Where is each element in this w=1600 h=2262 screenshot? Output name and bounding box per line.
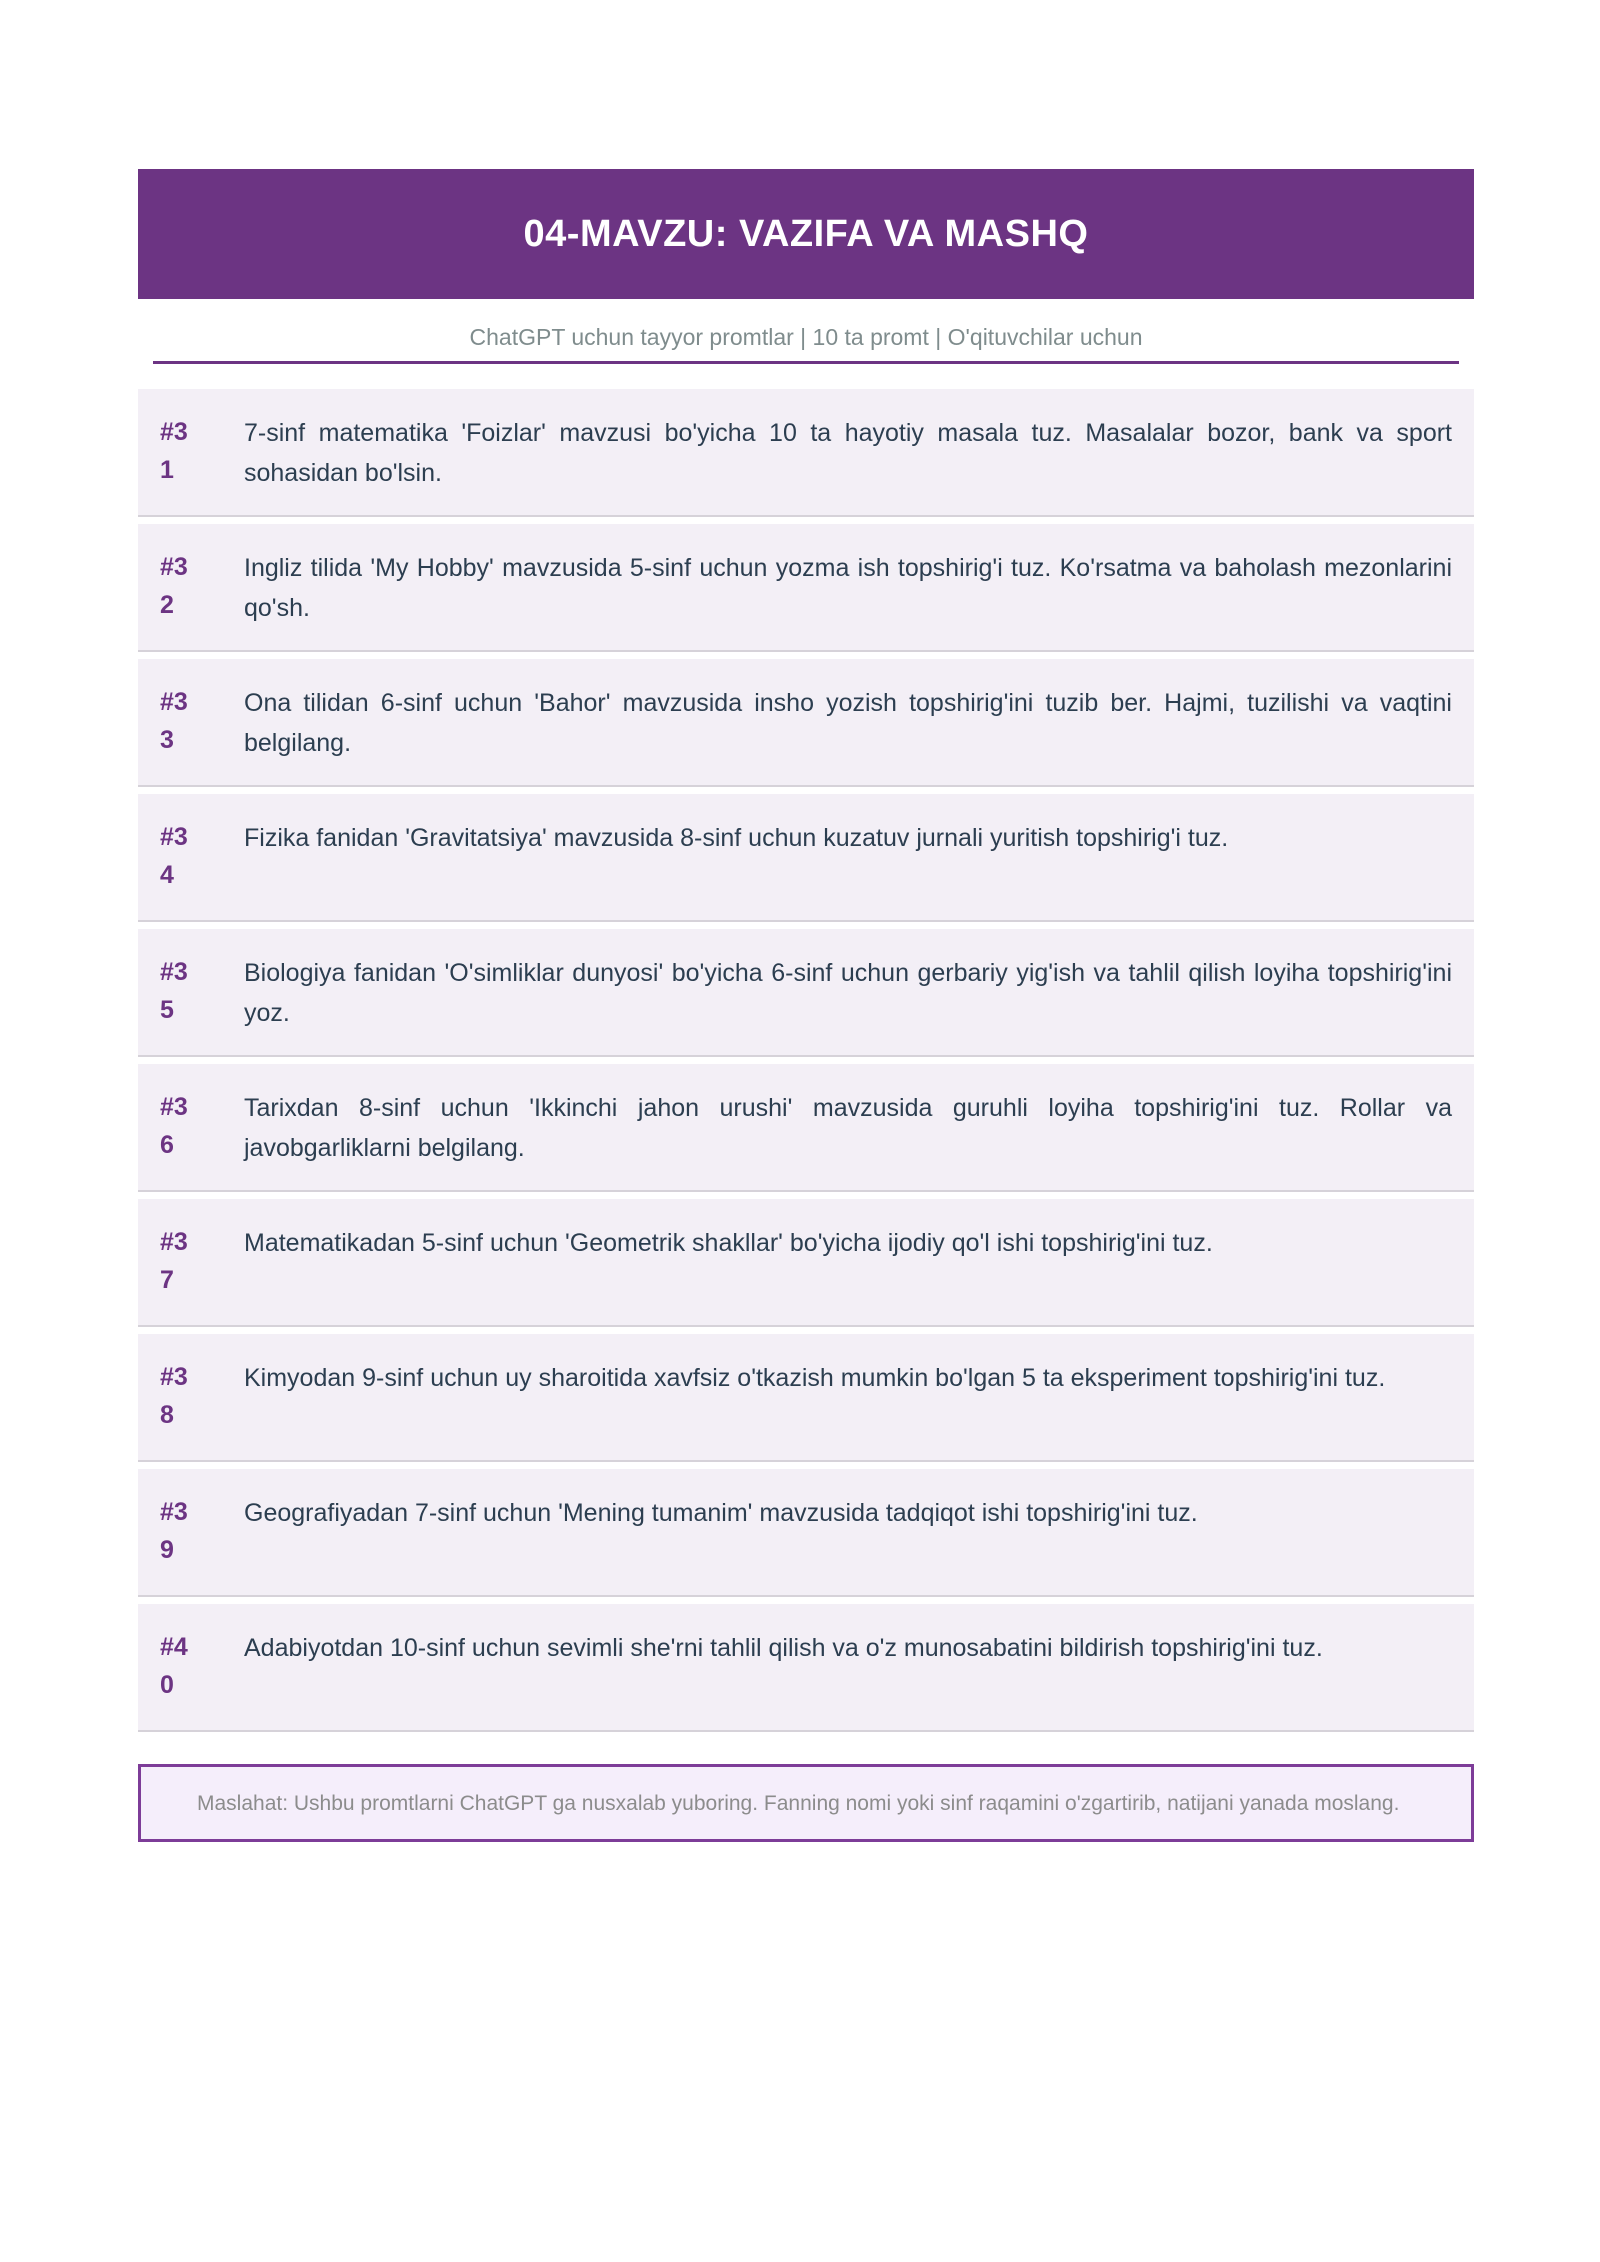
prompt-number: #3 7 xyxy=(160,1228,188,1294)
header-banner xyxy=(138,169,1474,299)
prompt-number: #3 5 xyxy=(160,958,188,1024)
prompt-item xyxy=(138,1199,1474,1327)
prompt-number: #4 0 xyxy=(160,1633,188,1699)
tip-box xyxy=(138,1764,1474,1842)
prompt-text: Kimyodan 9-sinf uchun uy sharoitida xavfsiz o'tkazish mumkin bo'lgan 5 ta eksperiment topshirig'ini tuz. xyxy=(244,1364,1386,1392)
prompt-text: Matematikadan 5-sinf uchun 'Geometrik shakllar' bo'yicha ijodiy qo'l ishi topshirig'ini tuz. xyxy=(244,1229,1213,1257)
prompt-list xyxy=(138,389,1474,1732)
prompt-text: 7-sinf matematika 'Foizlar' mavzusi bo'yicha 10 ta hayotiy masala tuz. Masalalar bozor, bank va sport sohasidan bo'lsin. xyxy=(244,419,1452,487)
tip-text: Maslahat: Ushbu promtlarni ChatGPT ga nusxalab yuboring. Fanning nomi yoki sinf raqamini o'zgartirib, natijani yanada moslang. xyxy=(197,1792,1400,1815)
prompt-text: Adabiyotdan 10-sinf uchun sevimli she'rni tahlil qilish va o'z munosabatini bildirish topshirig'ini tuz. xyxy=(244,1634,1323,1662)
prompt-text: Biologiya fanidan 'O'simliklar dunyosi' bo'yicha 6-sinf uchun gerbariy yig'ish va tahlil qilish loyiha topshirig'ini yoz. xyxy=(244,959,1452,1027)
subtitle-divider xyxy=(153,361,1459,364)
prompt-text: Ingliz tilida 'My Hobby' mavzusida 5-sinf uchun yozma ish topshirig'i tuz. Ko'rsatma va baholash mezonlarini qo'sh. xyxy=(244,554,1452,622)
prompt-item xyxy=(138,1064,1474,1192)
prompt-item xyxy=(138,659,1474,787)
prompt-text: Fizika fanidan 'Gravitatsiya' mavzusida 8-sinf uchun kuzatuv jurnali yuritish topshirig'i tuz. xyxy=(244,824,1229,852)
prompt-item xyxy=(138,1604,1474,1732)
prompt-item xyxy=(138,524,1474,652)
prompt-number: #3 2 xyxy=(160,553,188,619)
page-subtitle: ChatGPT uchun tayyor promtlar | 10 ta promt | O'qituvchilar uchun xyxy=(469,324,1143,350)
prompt-text: Tarixdan 8-sinf uchun 'Ikkinchi jahon urushi' mavzusida guruhli loyiha topshirig'ini tuz. Rollar va javobgarliklarni belgilang. xyxy=(244,1094,1452,1162)
prompt-number: #3 8 xyxy=(160,1363,188,1429)
prompt-text: Geografiyadan 7-sinf uchun 'Mening tumanim' mavzusida tadqiqot ishi topshirig'ini tuz. xyxy=(244,1499,1198,1527)
prompt-number: #3 3 xyxy=(160,688,188,754)
prompt-item xyxy=(138,929,1474,1057)
prompt-item xyxy=(138,1334,1474,1462)
prompt-number: #3 4 xyxy=(160,823,188,889)
prompt-number: #3 6 xyxy=(160,1093,188,1159)
document-page xyxy=(138,169,1474,1842)
prompt-text: Ona tilidan 6-sinf uchun 'Bahor' mavzusida insho yozish topshirig'ini tuzib ber. Hajmi, tuzilishi va vaqtini belgilang. xyxy=(244,689,1452,757)
prompt-item xyxy=(138,389,1474,517)
prompt-item xyxy=(138,1469,1474,1597)
page-title: 04-MAVZU: VAZIFA VA MASHQ xyxy=(523,212,1089,255)
prompt-number: #3 1 xyxy=(160,418,188,484)
prompt-number: #3 9 xyxy=(160,1498,188,1564)
prompt-item xyxy=(138,794,1474,922)
